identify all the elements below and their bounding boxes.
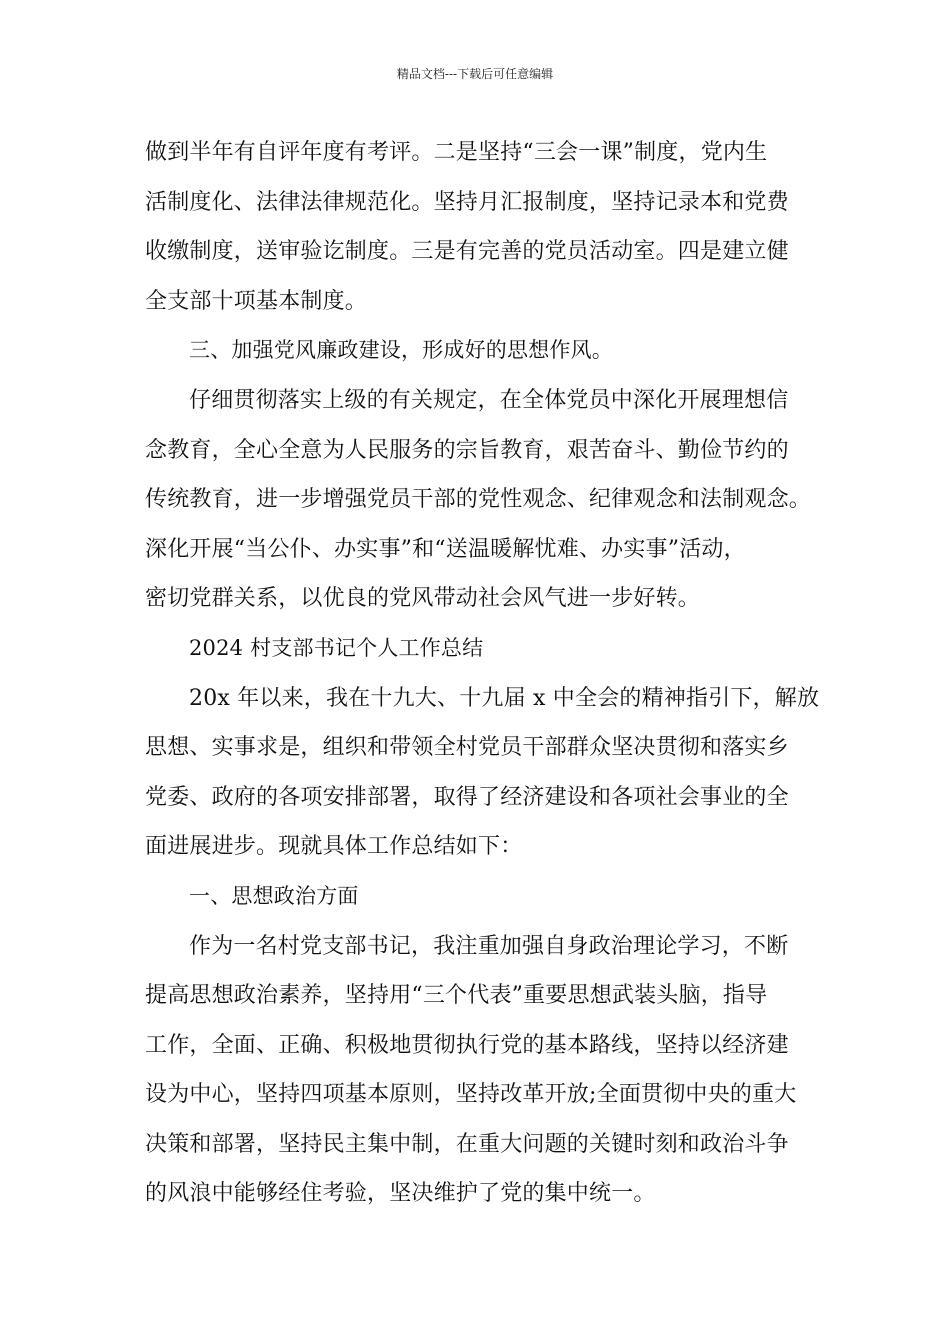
text-line: 党委、政府的各项安排部署，取得了经济建设和各项社会事业的全 xyxy=(145,784,789,810)
text-line: 收缴制度，送审验讫制度。三是有完善的党员活动室。四是建立健 xyxy=(145,239,789,265)
document-title: 2024 村支部书记个人工作总结 xyxy=(189,635,484,660)
text-line: 作为一名村党支部书记，我注重加强自身政治理论学习，不断 xyxy=(189,933,789,959)
text-line: 仔细贯彻落实上级的有关规定，在全体党员中深化开展理想信 xyxy=(189,387,789,413)
text-line: 设为中心，坚持四项基本原则，坚持改革开放;全面贯彻中央的重大 xyxy=(145,1082,797,1108)
text-line: 深化开展“当公仆、办实事”和“送温暖解忧难、办实事”活动， xyxy=(145,536,746,562)
text-line: 的风浪中能够经住考验，坚决维护了党的集中统一。 xyxy=(145,1181,656,1207)
text-line: 念教育，全心全意为人民服务的宗旨教育，艰苦奋斗、勤俭节约的 xyxy=(145,437,789,463)
text-line: 决策和部署，坚持民主集中制，在重大问题的关键时刻和政治斗争 xyxy=(145,1131,789,1157)
text-line: 思想、实事求是，组织和带领全村党员干部群众坚决贯彻和落实乡 xyxy=(145,735,789,761)
text-line: 密切党群关系，以优良的党风带动社会风气进一步好转。 xyxy=(145,586,701,612)
text-line: 活制度化、法律法律规范化。坚持月汇报制度，坚持记录本和党费 xyxy=(145,189,789,215)
page-header: 精品文档---下载后可任意编辑 xyxy=(396,67,554,81)
text-line: 20x 年以来，我在十九大、十九届 x 中全会的精神指引下，解放 xyxy=(189,685,820,711)
document-body xyxy=(145,128,825,1219)
section-heading: 三、加强党风廉政建设，形成好的思想作风。 xyxy=(189,338,613,363)
text-line: 传统教育，进一步增强党员干部的党性观念、纪律观念和法制观念。 xyxy=(145,487,812,513)
text-line: 全支部十项基本制度。 xyxy=(145,288,368,314)
text-line: 面进展进步。现就具体工作总结如下： xyxy=(145,834,523,860)
section-heading: 一、思想政治方面 xyxy=(189,883,359,908)
text-line: 做到半年有自评年度有考评。二是坚持“三会一课”制度，党内生 xyxy=(145,140,768,165)
text-line: 工作，全面、正确、积极地贯彻执行党的基本路线，坚持以经济建 xyxy=(145,1032,789,1058)
text-line: 提高思想政治素养，坚持用“三个代表”重要思想武装头脑，指导 xyxy=(145,983,768,1009)
